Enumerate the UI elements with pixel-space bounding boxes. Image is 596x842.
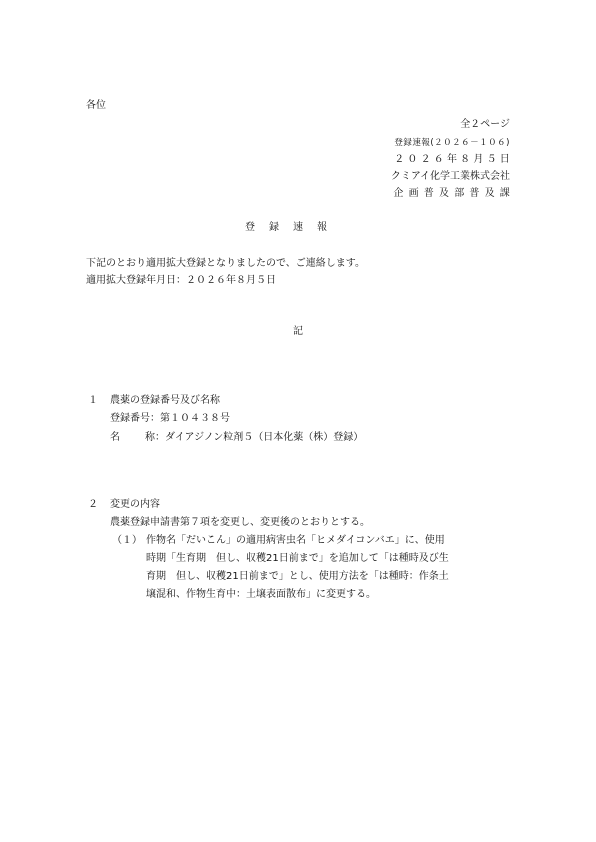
document-title: 登録速報 [245, 222, 341, 233]
item-1-line-4: 壌混和、作物生育中：土壌表面散布」に変更する。 [146, 589, 376, 600]
item-1-line-1: 作物名「だいこん」の適用病害虫名「ヒメダイコンバエ」に、使用 [146, 535, 445, 546]
section-2-number: ２ [88, 499, 98, 510]
ki-marker: 記 [293, 326, 303, 337]
name-label-char-2: 称 [145, 432, 155, 443]
item-1-line-2: 時期「生育期 但し、収穫21日前まで」を追加して「は種時及び生 [146, 553, 449, 564]
name-label-char-1: 名 [110, 432, 120, 443]
item-1-line-3: 育期 但し、収穫21日前まで」とし、使用方法を「は種時：作条土 [146, 571, 449, 582]
registration-number: 登録番号：第１０４３８号 [110, 413, 230, 424]
section-2-body: 農薬登録申請書第７項を変更し、変更後のとおりとする。 [110, 517, 370, 528]
section-2-heading: 変更の内容 [110, 499, 160, 510]
issue-date: ２０２６年８月５日 [394, 154, 513, 165]
section-1-heading: 農薬の登録番号及び名称 [110, 395, 220, 406]
page-count: 全２ページ [460, 119, 510, 130]
intro-line-1: 下記のとおり適用拡大登録となりましたので、ご連絡します。 [86, 258, 365, 269]
section-1-number: １ [88, 395, 98, 406]
item-1-number: （１） [112, 535, 142, 546]
addressee: 各位 [86, 100, 106, 111]
company-name: クミアイ化学工業株式会社 [390, 171, 510, 182]
product-name: ：ダイアジノン粒剤５（日本化薬（株）登録） [155, 432, 364, 443]
intro-line-2: 適用拡大登録年月日：２０２６年８月５日 [86, 275, 276, 286]
document-number: 登録速報(２０２６－１０６) [394, 138, 510, 148]
department-name: 企画普及部普及課 [393, 188, 515, 199]
